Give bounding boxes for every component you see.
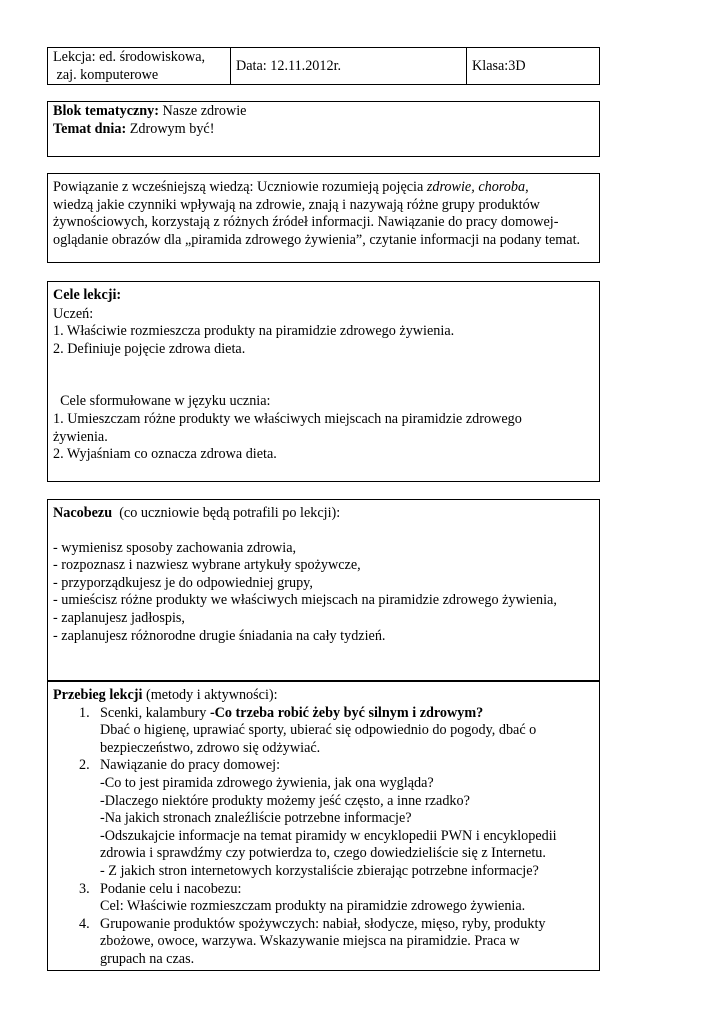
topic-value: Zdrowym być! <box>126 120 215 137</box>
flow-list <box>70 705 594 969</box>
prior-knowledge-line-2: wiedzą jakie czynniki wpływają na zdrowie, znają i nazywają różne grupy produktów <box>53 196 540 213</box>
nacobezu-item: - rozpoznasz i nazwiesz wybrane artykuły spożywcze, <box>53 557 361 574</box>
nacobezu-title <box>53 505 594 523</box>
goals-student: Uczeń: <box>53 305 94 322</box>
lesson-goals-block <box>47 281 600 482</box>
step-4-line: zbożowe, owoce, warzywa. Wskazywanie miejsca na piramidzie. Praca w <box>100 933 520 950</box>
flow-title-text: Przebieg lekcji <box>53 687 143 703</box>
student-goal-1a: 1. Umieszczam różne produkty we właściwych miejscach na piramidzie zdrowego <box>53 410 522 427</box>
goal-1: 1. Właściwie rozmieszcza produkty na piramidzie zdrowego żywienia. <box>53 323 455 340</box>
class-name: Klasa:3D <box>472 58 526 74</box>
nacobezu-list <box>53 540 594 646</box>
step-1-question: -Co trzeba robić żeby być silnym i zdrowym? <box>209 704 484 721</box>
flow-title <box>53 687 594 705</box>
flow-step-4 <box>70 916 594 969</box>
student-goals-title: Cele sformułowane w języku ucznia: <box>53 393 271 410</box>
theme-line <box>53 103 594 121</box>
klasa-cell <box>467 48 599 84</box>
header-table <box>47 47 600 85</box>
topic-label: Temat dnia: <box>53 120 127 137</box>
nacobezu-title-text: Nacobezu <box>53 505 113 521</box>
prior-knowledge-line-1 <box>53 179 594 197</box>
step-1-text: Scenki, kalambury <box>100 704 210 721</box>
nacobezu-item: - zaplanujesz różnorodne drugie śniadania na cały tydzień. <box>53 627 386 644</box>
lekcja-line-2: zaj. komputerowe <box>53 66 159 83</box>
goal-2: 2. Definiuje pojęcie zdrowa dieta. <box>53 340 246 357</box>
goals-title-text: Cele lekcji: <box>53 287 122 303</box>
theme-block <box>47 101 600 157</box>
step-1-detail: bezpieczeństwo, zdrowo się odżywiać. <box>100 739 321 756</box>
flow-subtitle: (metody i aktywności): <box>142 687 278 703</box>
nacobezu-item: - umieścisz różne produkty we właściwych miejscach na piramidzie zdrowego żywienia, <box>53 592 557 609</box>
topic-line <box>53 121 594 139</box>
step-2-line: -Dlaczego niektóre produkty możemy jeść często, a inne rzadko? <box>100 792 470 809</box>
flow-step-1 <box>70 705 594 758</box>
theme-label: Blok tematyczny: <box>53 103 159 119</box>
student-goal-1b: żywienia. <box>53 428 108 445</box>
step-2-line: -Co to jest piramida zdrowego żywienia, jak ona wygląda? <box>100 774 434 791</box>
step-3-line: Podanie celu i nacobezu: <box>100 880 242 897</box>
nacobezu-block <box>47 499 600 681</box>
step-4-line: Grupowanie produktów spożywczych: nabiał, słodycze, mięso, ryby, produkty <box>100 915 546 932</box>
step-2-line: -Odszukajcie informacje na temat piramidy w encyklopedii PWN i encyklopedii <box>100 827 557 844</box>
goals-title <box>53 287 594 305</box>
flow-step-2 <box>70 757 594 880</box>
step-1-line <box>100 705 594 723</box>
student-goal-2: 2. Wyjaśniam co oznacza zdrowa dieta. <box>53 446 277 463</box>
nacobezu-subtitle: (co uczniowie będą potrafili po lekcji): <box>112 505 341 521</box>
data-cell <box>231 48 467 84</box>
lesson-date: Data: 12.11.2012r. <box>236 58 342 74</box>
flow-step-3 <box>70 881 594 916</box>
step-2-line: -Na jakich stronach znaleźliście potrzebne informacje? <box>100 810 412 827</box>
theme-value: Nasze zdrowie <box>159 103 247 119</box>
lekcja-line-1: Lekcja: ed. środowiskowa, <box>53 49 206 65</box>
nacobezu-item: - przyporządkujesz je do odpowiedniej grupy, <box>53 574 313 591</box>
lekcja-cell <box>48 48 231 84</box>
prior-knowledge-block <box>47 173 600 263</box>
lesson-flow-block <box>47 681 600 971</box>
step-number: 1. <box>79 704 90 721</box>
step-1-detail: Dbać o higienę, uprawiać sporty, ubierać się odpowiednio do pogody, dbać o <box>100 722 537 739</box>
step-2-line: zdrowia i sprawdźmy czy potwierdza to, czego dowiedzieliście się z Internetu. <box>100 845 546 862</box>
step-4-line: grupach na czas. <box>100 950 195 967</box>
step-number: 3. <box>79 880 90 897</box>
prior-knowledge-line-4: oglądanie obrazów dla „piramida zdrowego żywienia”, czytanie informacji na podany temat. <box>53 231 581 248</box>
step-number: 4. <box>79 915 90 932</box>
step-number: 2. <box>79 757 90 774</box>
nacobezu-item: - zaplanujesz jadłospis, <box>53 609 185 626</box>
step-2-line: Nawiązanie do pracy domowej: <box>100 757 281 774</box>
prior-knowledge-text: Powiązanie z wcześniejszą wiedzą: Uczniowie rozumieją pojęcia <box>53 179 427 195</box>
step-2-line: - Z jakich stron internetowych korzystaliście zbierając potrzebne informacje? <box>100 862 539 879</box>
step-3-line: Cel: Właściwie rozmieszczam produkty na piramidzie zdrowego żywienia. <box>100 898 526 915</box>
prior-knowledge-line-3: żywnościowych, korzystają z różnych źródeł informacji. Nawiązanie do pracy domowej- <box>53 214 559 231</box>
prior-knowledge-comma: , <box>525 179 529 195</box>
nacobezu-item: - wymienisz sposoby zachowania zdrowia, <box>53 539 297 556</box>
prior-knowledge-terms: zdrowie, choroba <box>426 179 526 195</box>
